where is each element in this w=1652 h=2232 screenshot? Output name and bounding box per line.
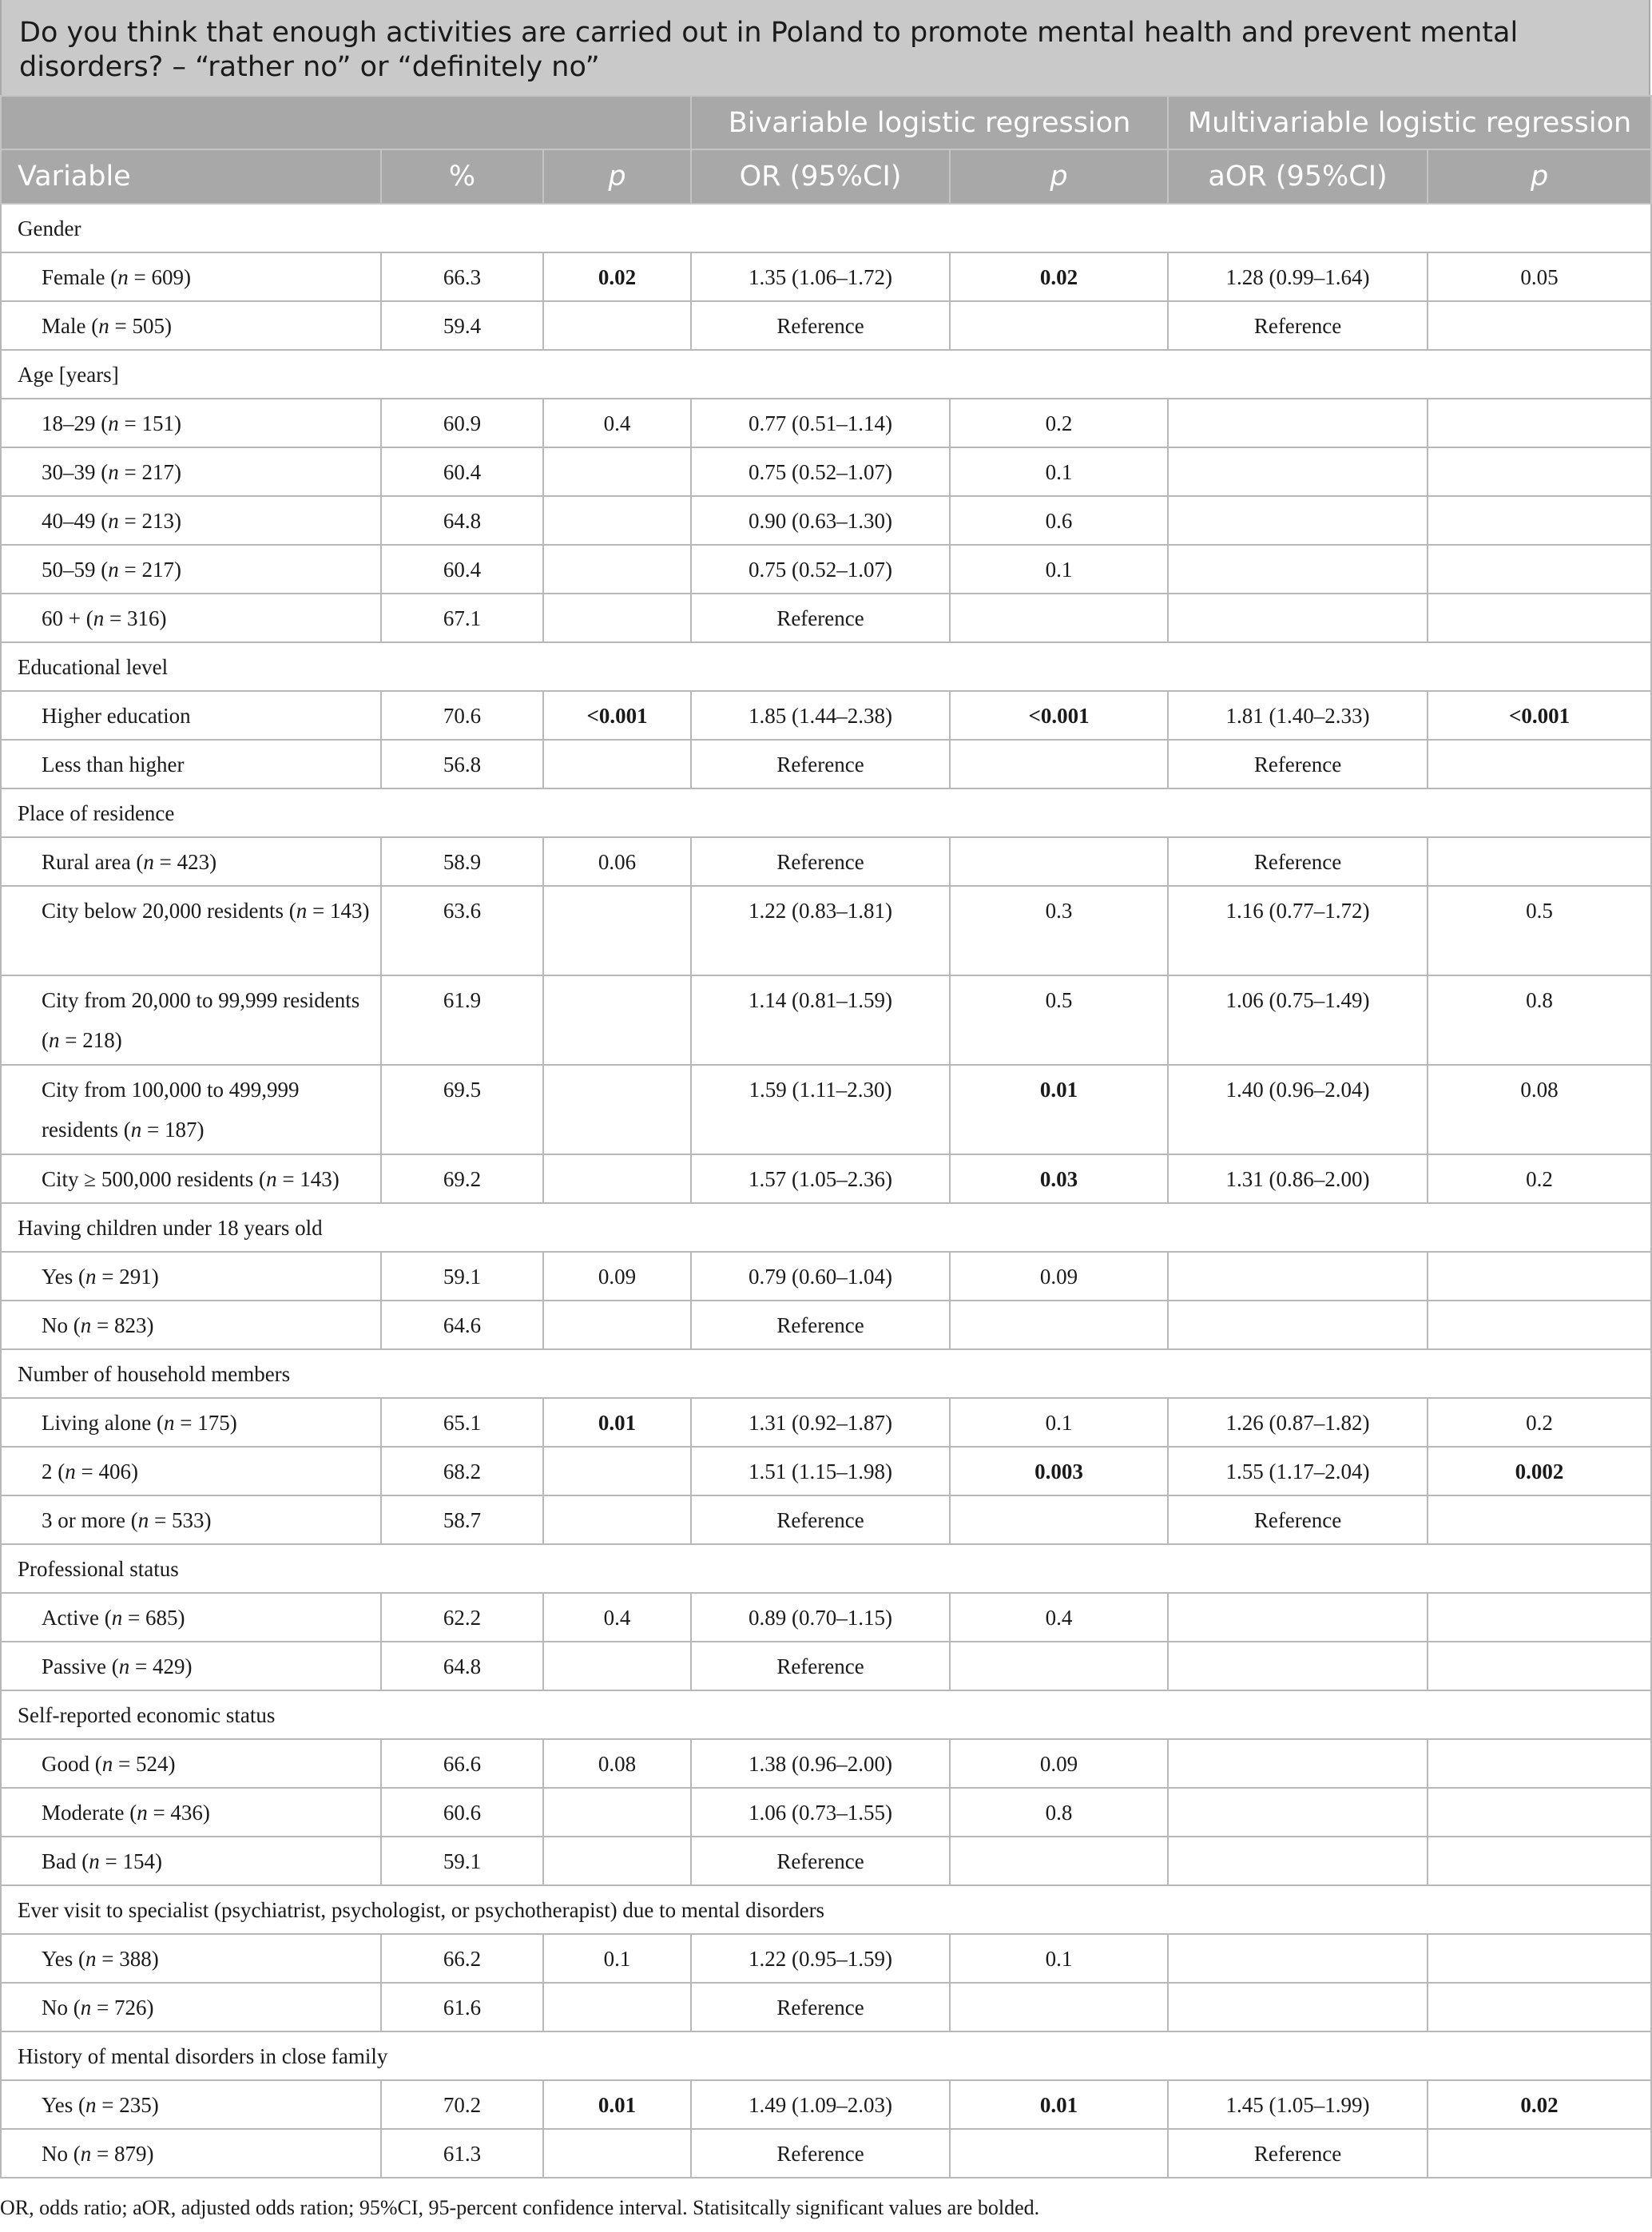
p-chi-cell xyxy=(543,740,691,788)
group-header-row xyxy=(1,1885,1651,1934)
group-header-row xyxy=(1,2031,1651,2080)
p-chi-cell xyxy=(543,1642,691,1690)
table-row xyxy=(1,496,1651,545)
variable-cell: 18–29 (n = 151) xyxy=(1,399,381,447)
p-chi-cell: 0.08 xyxy=(543,1739,691,1788)
table-row xyxy=(1,975,1651,1065)
p-chi-cell xyxy=(543,496,691,545)
p-bivariable-cell: 0.6 xyxy=(950,496,1168,545)
table-row xyxy=(1,1495,1651,1544)
p-chi-cell: 0.1 xyxy=(543,1934,691,1983)
p-bivariable-cell xyxy=(950,1301,1168,1349)
table-row xyxy=(1,1983,1651,2031)
group-header-row xyxy=(1,350,1651,399)
regression-table xyxy=(0,95,1652,2178)
p-chi-cell: 0.09 xyxy=(543,1252,691,1301)
variable-cell: Higher education xyxy=(1,691,381,740)
aor-cell: 1.28 (0.99–1.64) xyxy=(1168,252,1428,301)
aor-cell: 1.55 (1.17–2.04) xyxy=(1168,1447,1428,1495)
p-chi-cell xyxy=(543,2129,691,2178)
group-header-row xyxy=(1,1349,1651,1398)
percent-cell: 56.8 xyxy=(381,740,543,788)
p-chi-cell xyxy=(543,1495,691,1544)
aor-cell: 1.81 (1.40–2.33) xyxy=(1168,691,1428,740)
or-cell: Reference xyxy=(691,301,950,350)
aor-cell: 1.40 (0.96–2.04) xyxy=(1168,1065,1428,1154)
p-bivariable-cell xyxy=(950,1495,1168,1544)
p-chi-cell xyxy=(543,1065,691,1154)
p-bivariable-cell: 0.01 xyxy=(950,1065,1168,1154)
variable-cell: 3 or more (n = 533) xyxy=(1,1495,381,1544)
aor-cell: 1.31 (0.86–2.00) xyxy=(1168,1154,1428,1203)
p-multivariable-cell xyxy=(1428,1301,1651,1349)
aor-cell: Reference xyxy=(1168,301,1428,350)
p-chi-cell: <0.001 xyxy=(543,691,691,740)
p-multivariable-cell xyxy=(1428,1983,1651,2031)
aor-cell xyxy=(1168,594,1428,642)
percent-cell: 58.7 xyxy=(381,1495,543,1544)
p-bivariable-cell xyxy=(950,2129,1168,2178)
p-multivariable-cell xyxy=(1428,594,1651,642)
p-chi-cell xyxy=(543,301,691,350)
table-row xyxy=(1,837,1651,886)
p-chi-cell xyxy=(543,975,691,1065)
group-label: Gender xyxy=(1,204,1651,252)
or-cell: 1.31 (0.92–1.87) xyxy=(691,1398,950,1447)
variable-cell: 60 + (n = 316) xyxy=(1,594,381,642)
header-multivariable-group: Multivariable logistic regression xyxy=(1168,96,1651,149)
table-row xyxy=(1,399,1651,447)
table-body xyxy=(1,204,1651,2178)
p-chi-cell xyxy=(543,886,691,975)
percent-cell: 66.3 xyxy=(381,252,543,301)
table-row xyxy=(1,1642,1651,1690)
p-multivariable-cell xyxy=(1428,1739,1651,1788)
table-row xyxy=(1,886,1651,975)
percent-cell: 64.8 xyxy=(381,1642,543,1690)
p-bivariable-cell xyxy=(950,301,1168,350)
p-chi-cell xyxy=(543,1983,691,2031)
aor-cell: 1.16 (0.77–1.72) xyxy=(1168,886,1428,975)
group-label: Ever visit to specialist (psychiatrist, psychologist, or psychotherapist) due to mental disorders xyxy=(1,1885,1651,1934)
variable-cell: Yes (n = 291) xyxy=(1,1252,381,1301)
percent-cell: 60.6 xyxy=(381,1788,543,1837)
p-multivariable-cell xyxy=(1428,301,1651,350)
aor-cell: Reference xyxy=(1168,837,1428,886)
p-bivariable-cell: 0.2 xyxy=(950,399,1168,447)
group-label: Age [years] xyxy=(1,350,1651,399)
variable-cell: No (n = 879) xyxy=(1,2129,381,2178)
p-multivariable-cell xyxy=(1428,496,1651,545)
p-chi-cell xyxy=(543,594,691,642)
variable-cell: No (n = 726) xyxy=(1,1983,381,2031)
header-variable: Variable xyxy=(1,149,381,204)
aor-cell xyxy=(1168,1934,1428,1983)
aor-cell: 1.26 (0.87–1.82) xyxy=(1168,1398,1428,1447)
p-bivariable-cell: 0.02 xyxy=(950,252,1168,301)
or-cell: 0.79 (0.60–1.04) xyxy=(691,1252,950,1301)
p-bivariable-cell xyxy=(950,1983,1168,2031)
table-footnote: OR, odds ratio; aOR, adjusted odds ration; 95%CI, 95-percent confidence interval. Statisitcally significant values are bolded. xyxy=(0,2196,1040,2219)
or-cell: 0.90 (0.63–1.30) xyxy=(691,496,950,545)
p-bivariable-cell: 0.1 xyxy=(950,545,1168,594)
group-label: History of mental disorders in close family xyxy=(1,2031,1651,2080)
variable-cell: Rural area (n = 423) xyxy=(1,837,381,886)
p-multivariable-cell xyxy=(1428,1495,1651,1544)
variable-cell: Moderate (n = 436) xyxy=(1,1788,381,1837)
aor-cell xyxy=(1168,1837,1428,1885)
p-bivariable-cell xyxy=(950,1837,1168,1885)
or-cell: 1.49 (1.09–2.03) xyxy=(691,2080,950,2129)
or-cell: Reference xyxy=(691,1642,950,1690)
table-header xyxy=(1,96,1651,204)
or-cell: Reference xyxy=(691,1301,950,1349)
group-label: Having children under 18 years old xyxy=(1,1203,1651,1252)
table-row xyxy=(1,301,1651,350)
p-chi-cell xyxy=(543,1837,691,1885)
percent-cell: 60.4 xyxy=(381,545,543,594)
group-label: Place of residence xyxy=(1,788,1651,837)
or-cell: Reference xyxy=(691,1495,950,1544)
table-row xyxy=(1,1252,1651,1301)
table-row xyxy=(1,252,1651,301)
table-row xyxy=(1,594,1651,642)
p-bivariable-cell: 0.01 xyxy=(950,2080,1168,2129)
p-chi-cell xyxy=(543,545,691,594)
or-cell: Reference xyxy=(691,1837,950,1885)
p-chi-cell xyxy=(543,1154,691,1203)
aor-cell: Reference xyxy=(1168,1495,1428,1544)
or-cell: 1.51 (1.15–1.98) xyxy=(691,1447,950,1495)
table-row xyxy=(1,1065,1651,1154)
p-bivariable-cell: 0.3 xyxy=(950,886,1168,975)
variable-cell: Active (n = 685) xyxy=(1,1593,381,1642)
p-multivariable-cell: 0.002 xyxy=(1428,1447,1651,1495)
aor-cell xyxy=(1168,447,1428,496)
or-cell: 1.22 (0.83–1.81) xyxy=(691,886,950,975)
header-p-chi: p xyxy=(543,149,691,204)
header-or: OR (95%CI) xyxy=(691,149,950,204)
p-multivariable-cell: <0.001 xyxy=(1428,691,1651,740)
group-label: Number of household members xyxy=(1,1349,1651,1398)
or-cell: 0.75 (0.52–1.07) xyxy=(691,447,950,496)
aor-cell xyxy=(1168,1301,1428,1349)
or-cell: 1.06 (0.73–1.55) xyxy=(691,1788,950,1837)
p-multivariable-cell: 0.5 xyxy=(1428,886,1651,975)
group-label: Professional status xyxy=(1,1544,1651,1593)
variable-cell: City from 20,000 to 99,999 residents (n = 218) xyxy=(1,975,381,1065)
p-bivariable-cell xyxy=(950,1642,1168,1690)
variable-cell: No (n = 823) xyxy=(1,1301,381,1349)
aor-cell: 1.06 (0.75–1.49) xyxy=(1168,975,1428,1065)
p-multivariable-cell: 0.02 xyxy=(1428,2080,1651,2129)
p-multivariable-cell xyxy=(1428,1788,1651,1837)
p-bivariable-cell: <0.001 xyxy=(950,691,1168,740)
aor-cell xyxy=(1168,496,1428,545)
table-row xyxy=(1,1788,1651,1837)
header-percent: % xyxy=(381,149,543,204)
percent-cell: 67.1 xyxy=(381,594,543,642)
aor-cell xyxy=(1168,1642,1428,1690)
table-row xyxy=(1,691,1651,740)
or-cell: Reference xyxy=(691,837,950,886)
or-cell: 1.35 (1.06–1.72) xyxy=(691,252,950,301)
percent-cell: 70.6 xyxy=(381,691,543,740)
variable-cell: City from 100,000 to 499,999 residents (n = 187) xyxy=(1,1065,381,1154)
variable-cell: 30–39 (n = 217) xyxy=(1,447,381,496)
header-spacer xyxy=(1,96,691,149)
p-multivariable-cell xyxy=(1428,1252,1651,1301)
table-row xyxy=(1,740,1651,788)
p-bivariable-cell: 0.09 xyxy=(950,1739,1168,1788)
table-row xyxy=(1,1398,1651,1447)
percent-cell: 60.4 xyxy=(381,447,543,496)
p-multivariable-cell: 0.05 xyxy=(1428,252,1651,301)
p-bivariable-cell: 0.1 xyxy=(950,447,1168,496)
aor-cell: Reference xyxy=(1168,2129,1428,2178)
p-chi-cell: 0.06 xyxy=(543,837,691,886)
p-chi-cell xyxy=(543,1301,691,1349)
or-cell: Reference xyxy=(691,1983,950,2031)
aor-cell xyxy=(1168,1739,1428,1788)
variable-cell: Female (n = 609) xyxy=(1,252,381,301)
p-multivariable-cell xyxy=(1428,1934,1651,1983)
p-multivariable-cell: 0.2 xyxy=(1428,1398,1651,1447)
percent-cell: 58.9 xyxy=(381,837,543,886)
percent-cell: 70.2 xyxy=(381,2080,543,2129)
aor-cell xyxy=(1168,545,1428,594)
variable-cell: City below 20,000 residents (n = 143) xyxy=(1,886,381,975)
table-title: Do you think that enough activities are carried out in Poland to promote mental health and prevent mental disorders? – “rather no” or “definitely no” xyxy=(0,0,1650,95)
group-header-row xyxy=(1,642,1651,691)
p-chi-cell: 0.4 xyxy=(543,1593,691,1642)
table-row xyxy=(1,1447,1651,1495)
percent-cell: 62.2 xyxy=(381,1593,543,1642)
p-chi-cell: 0.01 xyxy=(543,2080,691,2129)
aor-cell xyxy=(1168,1593,1428,1642)
aor-cell: Reference xyxy=(1168,740,1428,788)
p-multivariable-cell xyxy=(1428,545,1651,594)
p-chi-cell xyxy=(543,1447,691,1495)
header-p-bivariable: p xyxy=(950,149,1168,204)
group-header-row xyxy=(1,1544,1651,1593)
p-multivariable-cell: 0.2 xyxy=(1428,1154,1651,1203)
variable-cell: Good (n = 524) xyxy=(1,1739,381,1788)
group-header-row xyxy=(1,788,1651,837)
p-bivariable-cell xyxy=(950,837,1168,886)
p-multivariable-cell: 0.08 xyxy=(1428,1065,1651,1154)
header-p-multivariable: p xyxy=(1428,149,1651,204)
table-row xyxy=(1,1154,1651,1203)
or-cell: 1.22 (0.95–1.59) xyxy=(691,1934,950,1983)
p-multivariable-cell xyxy=(1428,447,1651,496)
aor-cell: 1.45 (1.05–1.99) xyxy=(1168,2080,1428,2129)
or-cell: 0.75 (0.52–1.07) xyxy=(691,545,950,594)
group-header-row xyxy=(1,1203,1651,1252)
variable-cell: 40–49 (n = 213) xyxy=(1,496,381,545)
percent-cell: 69.2 xyxy=(381,1154,543,1203)
p-multivariable-cell xyxy=(1428,1593,1651,1642)
or-cell: 1.57 (1.05–2.36) xyxy=(691,1154,950,1203)
variable-cell: Passive (n = 429) xyxy=(1,1642,381,1690)
p-bivariable-cell: 0.8 xyxy=(950,1788,1168,1837)
p-multivariable-cell xyxy=(1428,837,1651,886)
variable-cell: Yes (n = 235) xyxy=(1,2080,381,2129)
variable-cell: Yes (n = 388) xyxy=(1,1934,381,1983)
percent-cell: 65.1 xyxy=(381,1398,543,1447)
variable-cell: City ≥ 500,000 residents (n = 143) xyxy=(1,1154,381,1203)
percent-cell: 59.1 xyxy=(381,1837,543,1885)
table-row xyxy=(1,447,1651,496)
table-row xyxy=(1,1837,1651,1885)
p-bivariable-cell: 0.003 xyxy=(950,1447,1168,1495)
percent-cell: 61.9 xyxy=(381,975,543,1065)
p-bivariable-cell: 0.5 xyxy=(950,975,1168,1065)
group-header-row xyxy=(1,1690,1651,1739)
p-chi-cell: 0.4 xyxy=(543,399,691,447)
p-multivariable-cell xyxy=(1428,2129,1651,2178)
or-cell: Reference xyxy=(691,2129,950,2178)
p-bivariable-cell: 0.03 xyxy=(950,1154,1168,1203)
p-multivariable-cell xyxy=(1428,399,1651,447)
header-aor: aOR (95%CI) xyxy=(1168,149,1428,204)
or-cell: 0.77 (0.51–1.14) xyxy=(691,399,950,447)
variable-cell: Male (n = 505) xyxy=(1,301,381,350)
table-row xyxy=(1,1934,1651,1983)
p-bivariable-cell: 0.09 xyxy=(950,1252,1168,1301)
percent-cell: 59.1 xyxy=(381,1252,543,1301)
percent-cell: 69.5 xyxy=(381,1065,543,1154)
percent-cell: 63.6 xyxy=(381,886,543,975)
percent-cell: 66.2 xyxy=(381,1934,543,1983)
percent-cell: 61.6 xyxy=(381,1983,543,2031)
variable-cell: 2 (n = 406) xyxy=(1,1447,381,1495)
p-bivariable-cell: 0.1 xyxy=(950,1398,1168,1447)
table-row xyxy=(1,1739,1651,1788)
p-bivariable-cell xyxy=(950,594,1168,642)
p-multivariable-cell xyxy=(1428,740,1651,788)
table-row xyxy=(1,2129,1651,2178)
percent-cell: 64.6 xyxy=(381,1301,543,1349)
group-label: Educational level xyxy=(1,642,1651,691)
or-cell: 1.59 (1.11–2.30) xyxy=(691,1065,950,1154)
percent-cell: 60.9 xyxy=(381,399,543,447)
or-cell: 0.89 (0.70–1.15) xyxy=(691,1593,950,1642)
percent-cell: 68.2 xyxy=(381,1447,543,1495)
group-header-row xyxy=(1,204,1651,252)
or-cell: Reference xyxy=(691,740,950,788)
table-row xyxy=(1,1301,1651,1349)
p-multivariable-cell xyxy=(1428,1642,1651,1690)
p-multivariable-cell xyxy=(1428,1837,1651,1885)
p-chi-cell: 0.02 xyxy=(543,252,691,301)
p-bivariable-cell: 0.1 xyxy=(950,1934,1168,1983)
aor-cell xyxy=(1168,399,1428,447)
table-row xyxy=(1,1593,1651,1642)
aor-cell xyxy=(1168,1788,1428,1837)
p-multivariable-cell: 0.8 xyxy=(1428,975,1651,1065)
percent-cell: 61.3 xyxy=(381,2129,543,2178)
group-label: Self-reported economic status xyxy=(1,1690,1651,1739)
variable-cell: Bad (n = 154) xyxy=(1,1837,381,1885)
percent-cell: 64.8 xyxy=(381,496,543,545)
or-cell: Reference xyxy=(691,594,950,642)
p-chi-cell xyxy=(543,1788,691,1837)
p-chi-cell xyxy=(543,447,691,496)
variable-cell: 50–59 (n = 217) xyxy=(1,545,381,594)
p-bivariable-cell xyxy=(950,740,1168,788)
table-row xyxy=(1,2080,1651,2129)
p-bivariable-cell: 0.4 xyxy=(950,1593,1168,1642)
header-bivariable-group: Bivariable logistic regression xyxy=(691,96,1168,149)
aor-cell xyxy=(1168,1252,1428,1301)
or-cell: 1.85 (1.44–2.38) xyxy=(691,691,950,740)
variable-cell: Living alone (n = 175) xyxy=(1,1398,381,1447)
percent-cell: 59.4 xyxy=(381,301,543,350)
percent-cell: 66.6 xyxy=(381,1739,543,1788)
or-cell: 1.14 (0.81–1.59) xyxy=(691,975,950,1065)
aor-cell xyxy=(1168,1983,1428,2031)
variable-cell: Less than higher xyxy=(1,740,381,788)
or-cell: 1.38 (0.96–2.00) xyxy=(691,1739,950,1788)
p-chi-cell: 0.01 xyxy=(543,1398,691,1447)
table-row xyxy=(1,545,1651,594)
